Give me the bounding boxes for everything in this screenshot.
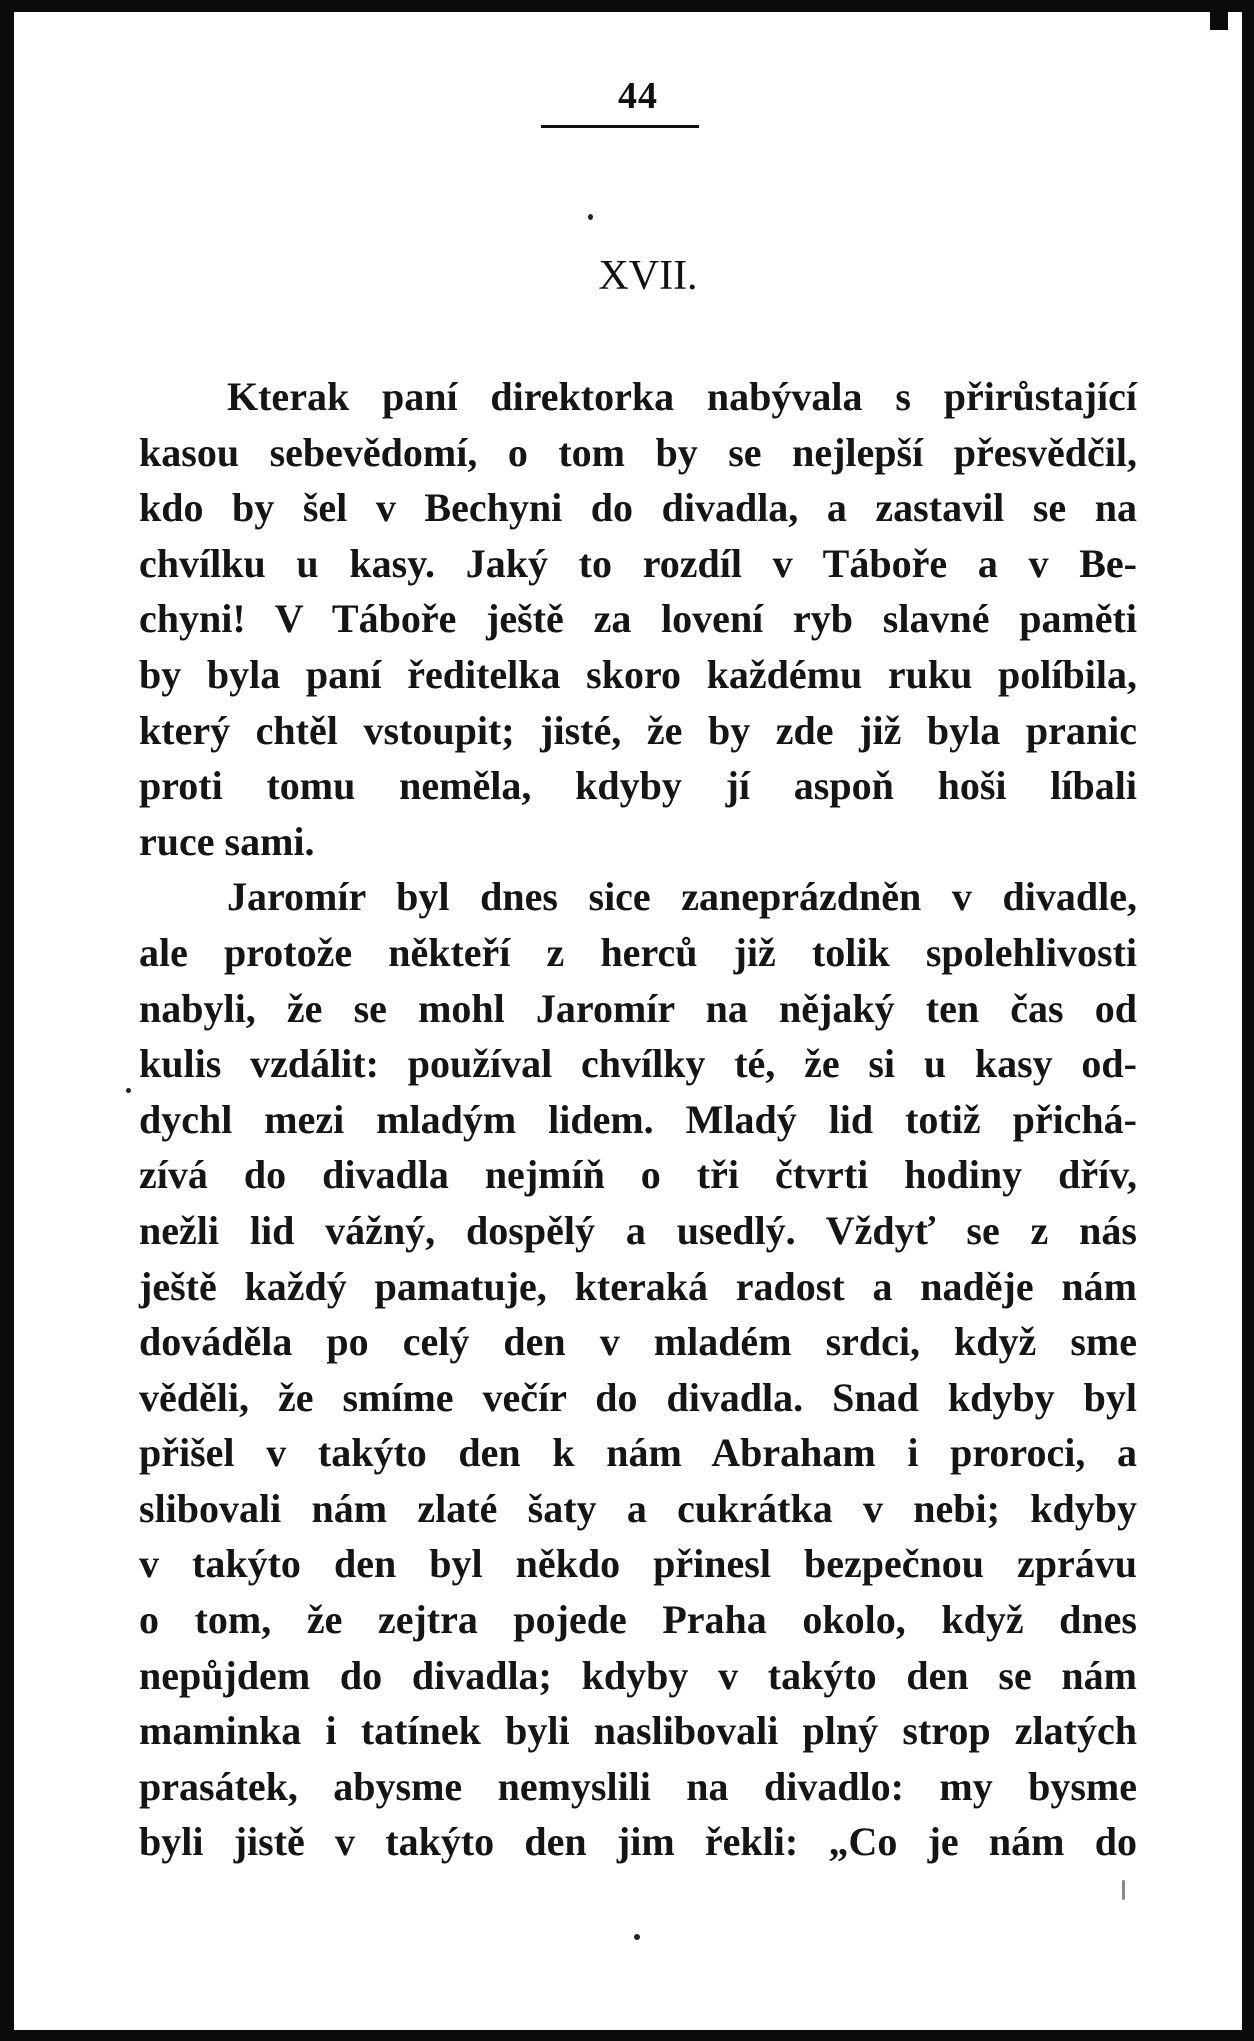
text-line: kasou sebevědomí, o tom by se nejlepší přesvědčil,: [139, 429, 1137, 475]
text-line: kdo by šel v Bechyni do divadla, a zastavil se na: [139, 485, 1137, 531]
text-line: proti tomu neměla, kdyby jí aspoň hoši líbali: [139, 763, 1137, 809]
text-line: prasátek, abysme nemyslili na divadlo: my bysme: [139, 1763, 1137, 1809]
text-line: v takýto den byl někdo přinesl bezpečnou zprávu: [139, 1541, 1137, 1587]
text-line: slibovali nám zlaté šaty a cukrátka v nebi; kdyby: [139, 1485, 1137, 1531]
scan-speck: [588, 214, 593, 220]
text-line: nežli lid vážný, dospělý a usedlý. Vždyť se z nás: [139, 1207, 1137, 1253]
chapter-heading: XVII.: [598, 253, 698, 299]
text-line: zívá do divadla nejmíň o tři čtvrti hodiny dřív,: [139, 1152, 1137, 1198]
book-page: [14, 12, 1242, 2030]
text-line: přišel v takýto den k nám Abraham i proroci, a: [139, 1430, 1137, 1476]
text-line: Jaromír byl dnes sice zaneprázdněn v divadle,: [227, 874, 1137, 920]
page-number: 44: [618, 75, 658, 117]
text-line: kulis vzdálit: používal chvílky té, že si u kasy od-: [139, 1041, 1137, 1087]
text-line: chyni! V Táboře ještě za lovení ryb slavné paměti: [139, 596, 1137, 642]
text-line: dychl mezi mladým lidem. Mladý lid totiž přichá-: [139, 1096, 1137, 1142]
text-line: byli jistě v takýto den jim řekli: „Co je nám do: [139, 1819, 1137, 1865]
text-line: ruce sami.: [139, 818, 315, 864]
text-line: o tom, že zejtra pojede Praha okolo, když dnes: [139, 1597, 1137, 1643]
text-line: ještě každý pamatuje, kteraká radost a naděje nám: [139, 1263, 1137, 1309]
scan-speck: [634, 1934, 640, 1940]
text-line: by byla paní ředitelka skoro každému ruku políbila,: [139, 651, 1137, 697]
scan-speck: [1122, 1880, 1125, 1900]
text-line: chvílku u kasy. Jaký to rozdíl v Táboře a v Be-: [139, 540, 1137, 586]
scan-speck: [126, 1088, 131, 1093]
text-line: nepůjdem do divadla; kdyby v takýto den se nám: [139, 1652, 1137, 1698]
text-line: dováděla po celý den v mladém srdci, když sme: [139, 1319, 1137, 1365]
text-line: maminka i tatínek byli naslibovali plný strop zlatých: [139, 1708, 1137, 1754]
text-line: Kterak paní direktorka nabývala s přirůstající: [227, 374, 1137, 419]
text-line: který chtěl vstoupit; jisté, že by zde již byla pranic: [139, 707, 1137, 753]
page-number-rule: [541, 125, 699, 128]
text-line: věděli, že smíme večír do divadla. Snad kdyby byl: [139, 1374, 1137, 1420]
text-line: ale protože někteří z herců již tolik spolehlivosti: [139, 929, 1137, 975]
text-line: nabyli, že se mohl Jaromír na nějaký ten čas od: [139, 985, 1137, 1031]
scan-corner-mark: [1210, 12, 1228, 30]
body-text: [139, 369, 1137, 1870]
